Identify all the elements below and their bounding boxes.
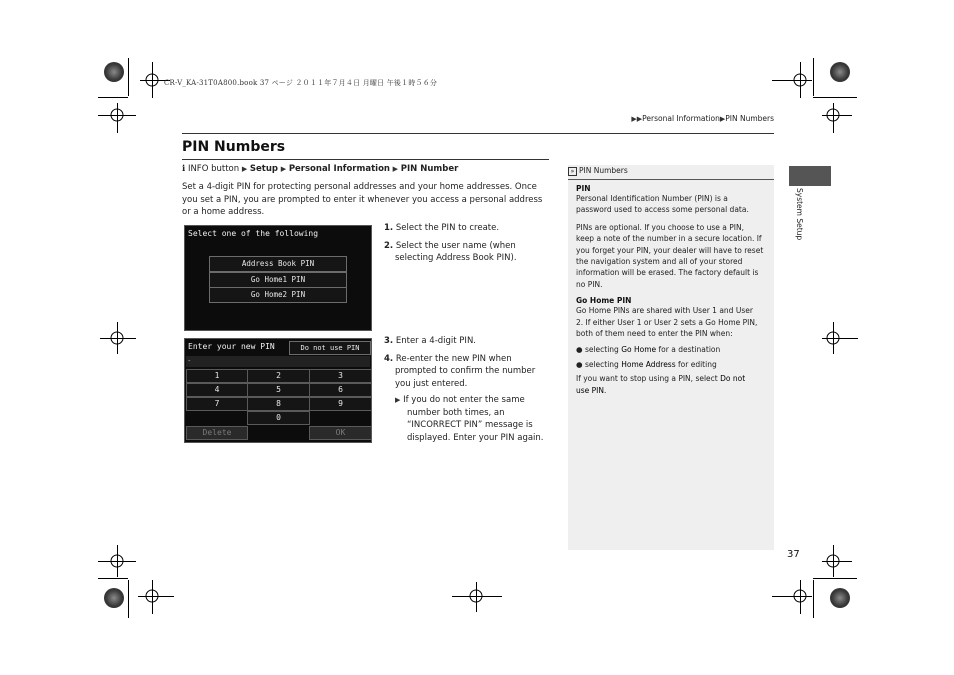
nav-path-button: INFO button: [187, 164, 240, 174]
step-2: 2. Select the user name (when selecting Address Book PIN).: [384, 240, 517, 263]
path-arrow-icon: ▶: [241, 165, 248, 173]
nav-path-personal: Personal Information: [288, 164, 390, 174]
nav-path-pin: PIN Number: [400, 164, 459, 174]
header-rule: [182, 133, 774, 134]
pin-input[interactable]: -: [186, 356, 370, 367]
note-arrow-icon: ▶: [395, 396, 401, 404]
key-1[interactable]: 1: [186, 369, 248, 383]
intro-line: or a home address.: [182, 207, 265, 217]
address-book-pin-ref: Address Book PIN: [436, 253, 511, 263]
sidebar-content: PIN Personal Identification Number (PIN) is a password used to access some personal data. PINs are optional. If you choose to use a PIN, keep a note of the number in a secure location. If you forget your PIN, your dealer will have to reset the navigation system and all of your stored information will be erased. The factory default is no PIN. Go Home PIN Go Home PINs are shared with User 1 and User 2. If either User 1 or User 2 sets a Go Home PIN, both of them need to enter the PIN when: ● selecting Go Home for a destination ● selecting Home Address for editing If you want to stop using a PIN, select Do not use PIN.: [576, 184, 772, 396]
delete-button[interactable]: Delete: [186, 426, 248, 440]
incorrect-pin-note: ▶ If you do not enter the same number both times, an “INCORRECT PIN” message is displayed. Enter your PIN again.: [395, 395, 544, 443]
enter-pin-screen: [184, 338, 372, 443]
title-rule: [182, 159, 549, 160]
section-tab-label: System Setup: [795, 188, 804, 241]
pin-heading: PIN: [576, 184, 591, 193]
key-9[interactable]: 9: [309, 397, 372, 411]
stop-pin-note: If you want to stop using a PIN, select Do not: [576, 374, 746, 384]
intro-line: you set a PIN, you are prompted to enter it whenever you access a personal address: [182, 194, 543, 205]
info-button-icon: ℹ: [182, 164, 186, 174]
steps-select: [384, 222, 554, 265]
ref-box-icon: »: [568, 167, 577, 176]
key-7[interactable]: 7: [186, 397, 248, 411]
select-pin-screen: [184, 225, 372, 331]
key-6[interactable]: 6: [309, 383, 372, 397]
page-number: 37: [787, 549, 800, 560]
go-home1-pin-option[interactable]: Go Home1 PIN: [209, 272, 347, 288]
sidebar-rule: [568, 179, 774, 180]
section-tab: [789, 166, 831, 186]
key-0[interactable]: 0: [247, 411, 310, 425]
gohome-heading: Go Home PIN: [576, 296, 632, 306]
key-3[interactable]: 3: [309, 369, 372, 383]
intro-line: Set a 4-digit PIN for protecting personal addresses and your home addresses. Once: [182, 182, 537, 192]
key-5[interactable]: 5: [247, 383, 310, 397]
steps-enter: [384, 335, 554, 444]
bullet-home-address: ● selecting Home Address for editing: [576, 359, 717, 369]
do-not-use-pin-button[interactable]: Do not use PIN: [289, 341, 371, 355]
step-4: 4. Re-enter the new PIN when prompted to confirm the number you just entered.: [384, 353, 536, 389]
key-2[interactable]: 2: [247, 369, 310, 383]
breadcrumb-part1: Personal Information: [642, 114, 720, 123]
path-arrow-icon: ▶: [392, 165, 399, 173]
step-1: 1. Select the PIN to create.: [384, 223, 500, 233]
breadcrumb-arrow-icon: ▶: [719, 115, 726, 123]
key-8[interactable]: 8: [247, 397, 310, 411]
page-title: PIN Numbers: [182, 139, 286, 155]
screen-title: Enter your new PIN: [188, 342, 275, 351]
nav-path: [182, 164, 458, 174]
ok-button[interactable]: OK: [309, 426, 372, 440]
key-4[interactable]: 4: [186, 383, 248, 397]
intro-text: [182, 181, 552, 219]
breadcrumb: [631, 114, 774, 123]
print-meta: CR-V_KA-31T0A800.book 37 ページ ２０１１年７月４日 月曜日 午後１時５６分: [164, 79, 438, 87]
step-3: 3. Enter a 4-digit PIN.: [384, 336, 477, 346]
bullet-icon: ●: [576, 345, 583, 355]
bullet-icon: ●: [576, 359, 583, 369]
address-book-pin-option[interactable]: Address Book PIN: [209, 256, 347, 272]
go-home2-pin-option[interactable]: Go Home2 PIN: [209, 287, 347, 303]
bullet-go-home: ● selecting Go Home for a destination: [576, 345, 721, 355]
nav-path-setup: Setup: [249, 164, 279, 174]
sidebar-header: » PIN Numbers: [568, 166, 628, 176]
screen-title: Select one of the following: [188, 229, 319, 238]
breadcrumb-part2: PIN Numbers: [725, 114, 774, 123]
breadcrumb-arrow-icon: ▶▶: [631, 115, 643, 123]
path-arrow-icon: ▶: [280, 165, 287, 173]
